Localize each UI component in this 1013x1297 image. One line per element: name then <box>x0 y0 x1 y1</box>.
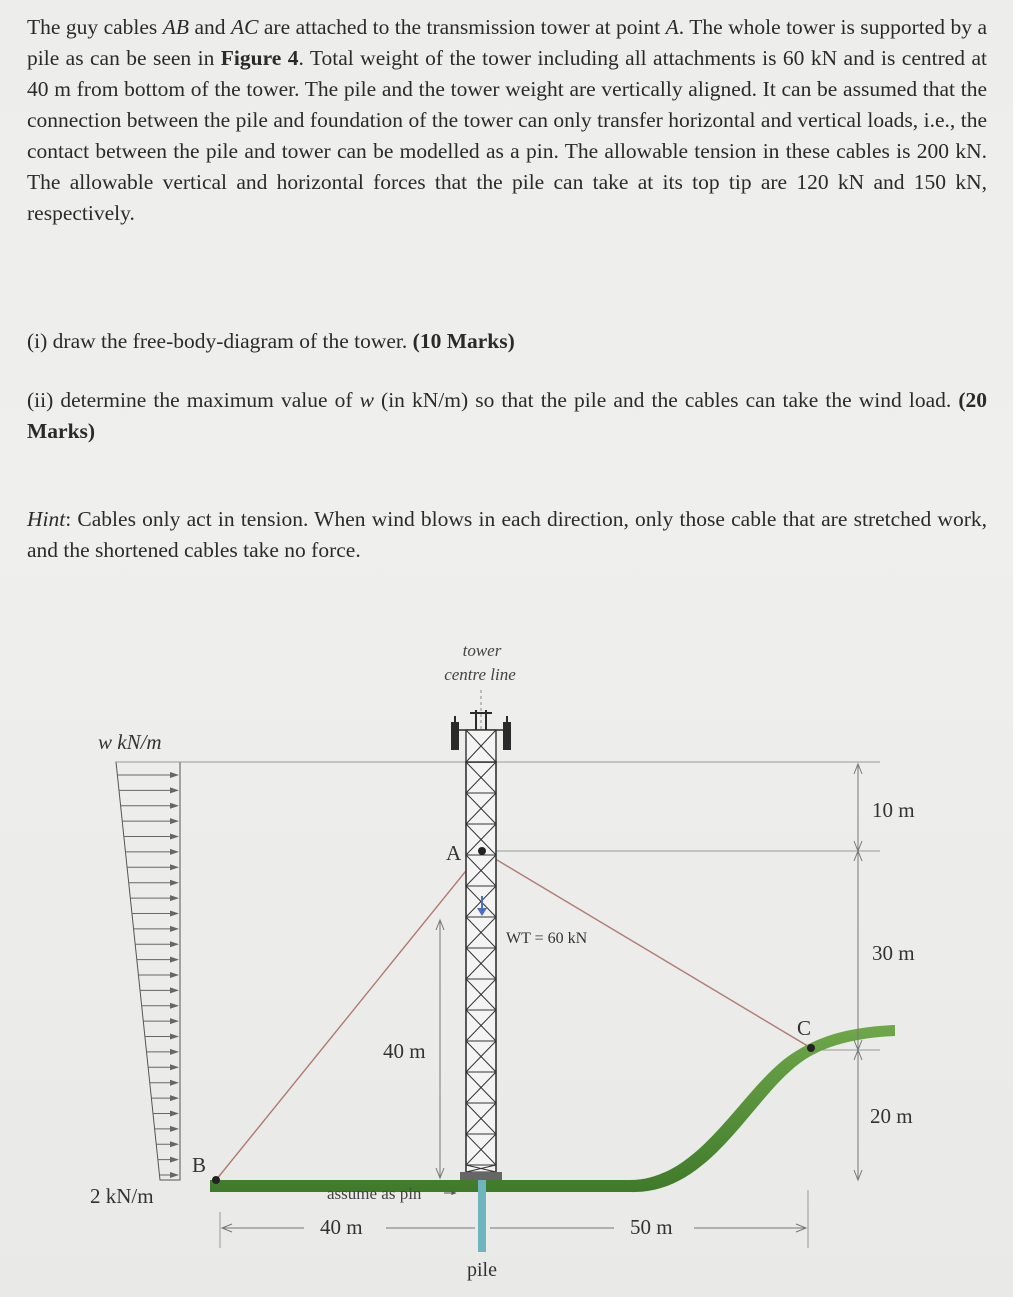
wind-arrow-head <box>170 1157 179 1163</box>
wind-arrow-head <box>170 910 179 916</box>
tower-centre-label-1: tower <box>462 641 502 660</box>
wind-arrow-head <box>170 1018 179 1024</box>
wind-arrow-head <box>170 1095 179 1101</box>
point-a <box>478 847 486 855</box>
wind-arrow-head <box>170 803 179 809</box>
cable-ac <box>482 851 811 1048</box>
question-2: (ii) determine the maximum value of w (in kN/m) so that the pile and the cables can take the wind load. (20 Marks) <box>27 388 987 443</box>
wind-arrow-head <box>170 1049 179 1055</box>
wind-arrow-head <box>170 987 179 993</box>
dim-20-label: 20 m <box>870 1104 913 1128</box>
wind-arrow-head <box>170 1110 179 1116</box>
hint: Hint: Cables only act in tension. When wind blows in each direction, only those cable that are stretched work, and the shortened cables take no force. <box>27 507 987 562</box>
wind-arrow-head <box>170 787 179 793</box>
wind-arrow-head <box>170 772 179 778</box>
pile <box>478 1180 486 1252</box>
dim-50-label: 50 m <box>630 1215 673 1239</box>
problem-statement: The guy cables AB and AC are attached to the transmission tower at point A. The whole tower is supported by a pile as can be seen in Figure 4. Total weight of the tower including all attachments is 60 kN and is centred at 40 m from bottom of the tower. The pile and the tower weight are vertically aligned. It can be assumed that the connection between the pile and foundation of the tower can only transfer horizontal and vertical loads, i.e., the contact between the pile and tower can be modelled as a pin. The allowable tension in these cables is 200 kN. The allowable vertical and horizontal forces that the pile can take at its top tip are 120 kN and 150 kN, respectively. <box>27 15 987 225</box>
dim-30-label: 30 m <box>872 941 915 965</box>
wind-load-bottom-label: 2 kN/m <box>90 1184 154 1208</box>
dim-40-horizontal-label: 40 m <box>320 1215 363 1239</box>
wind-arrow-head <box>170 1141 179 1147</box>
wind-arrow-head <box>170 926 179 932</box>
wind-arrow-head <box>170 1034 179 1040</box>
point-b-label: B <box>192 1153 207 1177</box>
wind-load-arrows <box>117 772 179 1178</box>
point-b <box>212 1176 220 1184</box>
wind-arrow-head <box>170 1080 179 1086</box>
wind-arrow-head <box>170 972 179 978</box>
tower-centre-label-2: centre line <box>444 665 516 684</box>
pin-label: assume as pin <box>327 1184 422 1203</box>
weight-label: WT = 60 kN <box>506 930 588 947</box>
wind-arrow-head <box>170 864 179 870</box>
wind-arrow-head <box>170 957 179 963</box>
dim-10-label: 10 m <box>872 798 915 822</box>
wind-arrow-head <box>170 1064 179 1070</box>
question-1: (i) draw the free-body-diagram of the tower. (10 Marks) <box>27 329 515 353</box>
wind-arrow-head <box>170 1126 179 1132</box>
cable-ab <box>216 851 482 1180</box>
wind-arrow-head <box>170 941 179 947</box>
wind-arrow-head <box>170 895 179 901</box>
wind-arrow-head <box>170 849 179 855</box>
point-a-label: A <box>446 841 462 865</box>
dim-40-vertical-label: 40 m <box>383 1039 426 1063</box>
wind-load-distribution <box>116 762 180 1180</box>
wind-arrow-head <box>170 834 179 840</box>
wind-load-label: w kN/m <box>98 730 162 754</box>
ground-hill <box>210 1025 895 1192</box>
wind-arrow-head <box>170 880 179 886</box>
pile-label: pile <box>467 1259 497 1281</box>
wind-arrow-head <box>170 1172 179 1178</box>
point-c <box>807 1044 815 1052</box>
point-c-label: C <box>797 1016 812 1040</box>
tower-figure <box>0 600 1013 1297</box>
wind-arrow-head <box>170 818 179 824</box>
tower <box>451 710 511 1180</box>
wind-arrow-head <box>170 1003 179 1009</box>
